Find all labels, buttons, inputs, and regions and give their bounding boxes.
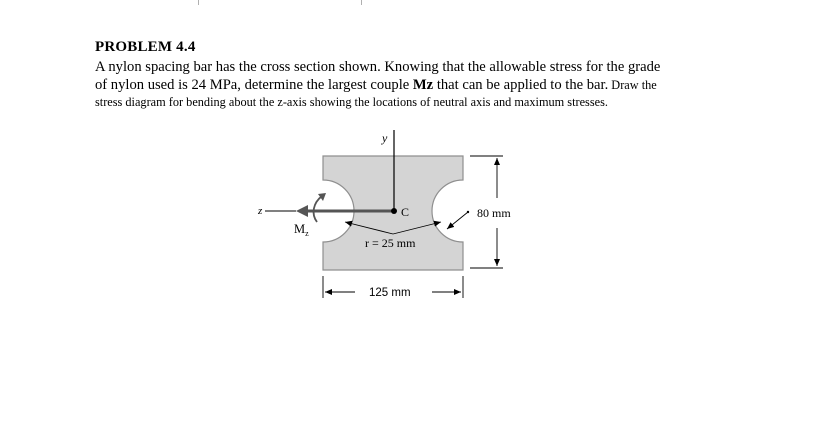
line2-text-small: Draw the: [608, 78, 657, 92]
line2-text-a: of nylon used is 24 MPa, determine the largest couple: [95, 77, 413, 93]
line1-text: A nylon spacing bar has the cross section shown. Knowing that the allowable stress for the grade: [95, 59, 661, 75]
y-axis-label: y: [382, 131, 388, 145]
z-axis-label: z: [258, 205, 263, 217]
width-dimension-label: 125 mm: [369, 287, 411, 299]
z-axis-arrowhead: [296, 205, 308, 217]
leader-dot: [467, 211, 469, 213]
moment-curved-arrow: [314, 196, 322, 222]
radius-label: r = 25 mm: [365, 236, 416, 250]
centroid-point: [391, 208, 397, 214]
problem-title: PROBLEM 4.4: [95, 39, 196, 55]
moment-label: $M_z$: [294, 222, 309, 238]
problem-text-line-3: stress diagram for bending about the z-axis showing the locations of neutral axis and maximum stresses.: [95, 95, 608, 109]
line2-text-b: that can be applied to the bar.: [433, 77, 609, 93]
height-dimension-label: 80 mm: [477, 206, 511, 220]
notch-leader-right: [447, 212, 468, 229]
centroid-label: C: [401, 205, 410, 219]
line2-bold-mz: Mz: [412, 77, 434, 93]
